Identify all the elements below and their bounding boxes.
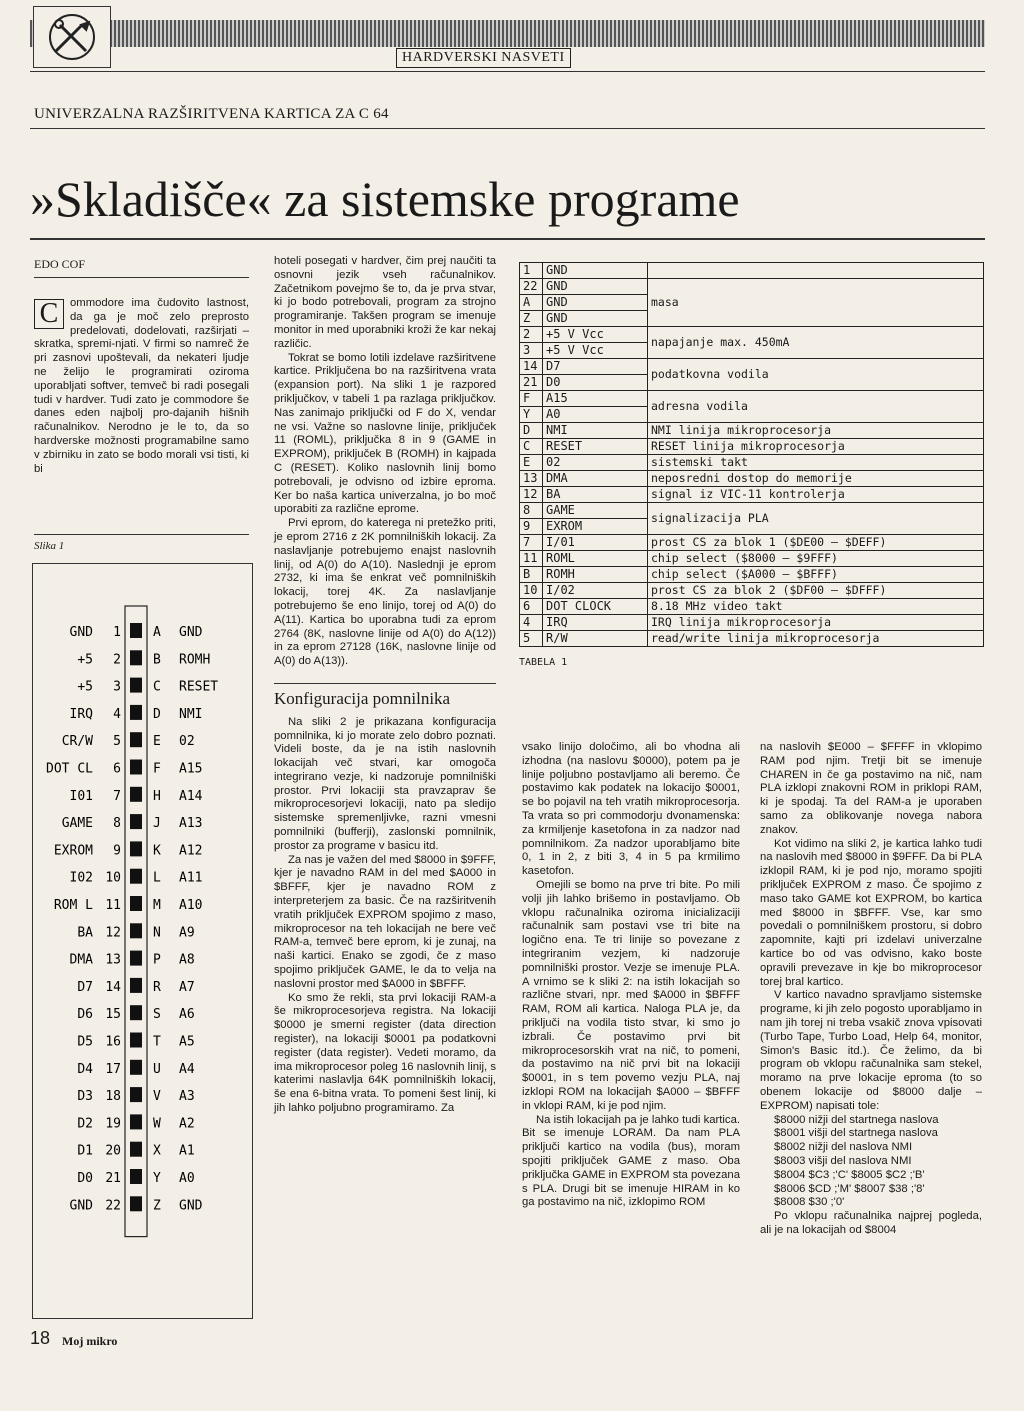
paragraph: Na istih lokacijah pa je lahko tudi kartica. Bit se imenuje LORAM. Da nam PLA priključi kartico na vodila (bus), moram spojiti priključek GAME z maso. Oba priključka GAME in EXPROM sta povezana s PLA. Drugi bit se imenuje HIRAM in ko ga postavimo na nič, izklopimo ROM xyxy=(522,1113,740,1209)
intro-text: C ommodore ima čudovito lastnost, da ga je moč zelo preprosto predelovati, dodelovati, razširjati – skratka, spremi-njati. V firmi so namreč že pri zasnovi upoštevali, da nekateri ljudje ne želijo le programirati oziroma uporabljati softver, temveč bi radi posegali tudi v hardver. Tudi zato je commodore še danes eden najbolj pro-dajanih hišnih računalnikov. Nerodno je le to, da so hardverske možnosti programabilne samo v zbirniku in zato se bodo morali vsi tisti, ki bi xyxy=(34,297,249,475)
code-line: $8002 nižji del naslova NMI xyxy=(774,1141,913,1154)
pin-label: DMA xyxy=(69,952,93,968)
connector-pad xyxy=(130,896,142,911)
pin-letter: T xyxy=(153,1034,161,1050)
table-cell-name: EXROM xyxy=(543,519,648,535)
column-2 xyxy=(274,255,496,1116)
pin-label: A7 xyxy=(179,979,195,995)
connector-pad xyxy=(130,732,142,747)
table-row xyxy=(520,567,984,583)
pin-label: A11 xyxy=(179,870,203,886)
magazine-name: Moj mikro xyxy=(62,1334,118,1348)
dropcap: C xyxy=(34,299,64,329)
connector-pad xyxy=(130,951,142,966)
connector-pad xyxy=(130,869,142,884)
pin-letter: L xyxy=(153,870,161,886)
table-cell-desc: NMI linija mikroprocesorja xyxy=(648,423,984,439)
table-row xyxy=(520,279,984,295)
pin-letter: X xyxy=(153,1143,161,1159)
paragraph: Po vklopu računalnika najprej pogleda, ali je na lokacijah od $8004 xyxy=(760,1210,982,1236)
table-cell-desc: signal iz VIC-11 kontrolerja xyxy=(648,487,984,503)
pin-label: D7 xyxy=(77,979,93,995)
pin-label: D4 xyxy=(77,1061,93,1077)
table-cell-name: 02 xyxy=(543,455,648,471)
table-cell-name: GND xyxy=(543,279,648,295)
table-cell-pin: 5 xyxy=(520,631,543,647)
pin-number: 7 xyxy=(113,788,121,804)
pin-label: D6 xyxy=(77,1007,93,1023)
pin-number: 1 xyxy=(113,625,121,640)
pin-label: I02 xyxy=(69,870,93,886)
pin-label: A9 xyxy=(179,925,195,941)
pin-table xyxy=(519,262,984,668)
divider xyxy=(274,683,496,684)
table-cell-desc: adresna vodila xyxy=(648,391,984,423)
table-row xyxy=(520,583,984,599)
connector-pad xyxy=(130,923,142,938)
pin-letter: U xyxy=(153,1061,161,1077)
connector-pad xyxy=(130,1087,142,1102)
divider xyxy=(30,71,985,72)
table-cell-pin: E xyxy=(520,455,543,471)
pin-label: 02 xyxy=(179,734,195,750)
pin-number: 3 xyxy=(113,679,121,695)
table-cell-pin: B xyxy=(520,567,543,583)
pin-number: 11 xyxy=(105,898,121,913)
table-cell-pin: C xyxy=(520,439,543,455)
code-line: $8008 $30 ;'0' xyxy=(774,1196,845,1209)
byline: EDO COF xyxy=(34,257,86,271)
pin-letter: K xyxy=(153,843,161,859)
connector-pad xyxy=(130,1114,142,1129)
table-cell-pin: 12 xyxy=(520,487,543,503)
pin-number: 18 xyxy=(105,1089,121,1105)
connector-pad xyxy=(130,1142,142,1157)
pin-letter: D xyxy=(153,706,161,722)
pin-letter: Z xyxy=(153,1198,161,1214)
table-cell-name: ROML xyxy=(543,551,648,567)
table-cell-name: I/02 xyxy=(543,583,648,599)
table-cell-desc: RESET linija mikroprocesorja xyxy=(648,439,984,455)
pin-label: I01 xyxy=(69,788,93,804)
connector-diagram xyxy=(33,564,252,1318)
pin-label: GAME xyxy=(61,816,93,832)
table-cell-desc: napajanje max. 450mA xyxy=(648,327,984,359)
table-cell-desc: chip select ($8000 – $9FFF) xyxy=(648,551,984,567)
pin-letter: Y xyxy=(153,1171,161,1186)
table-cell-desc: chip select ($A000 – $BFFF) xyxy=(648,567,984,583)
pin-label: GND xyxy=(69,1198,93,1214)
table-cell-name: R/W xyxy=(543,631,648,647)
table-cell-desc: 8.18 MHz video takt xyxy=(648,599,984,615)
pin-number: 20 xyxy=(105,1143,121,1159)
pin-number: 16 xyxy=(105,1034,121,1050)
table-row xyxy=(520,391,984,407)
paragraph: vsako linijo določimo, ali bo vhodna ali izhodna (na naslovu $0000), potem pa je linije poljubno postavljamo ali beremo. Če postavimo kak podatek na lokacijo $0001, se bo pojavil na teh vratih mikroprocesorja. Ta vrata so pri commodorju dvonamenska: za krmiljenje kasetofona in za nadzor nad pomnilnikom. Za nadzor uporabljamo bite 0, 1 in 2, z biti 3, 4 in 5 pa krmilimo kasetofon. xyxy=(522,741,740,878)
table-cell-desc: IRQ linija mikroprocesorja xyxy=(648,615,984,631)
pin-label: A5 xyxy=(179,1034,195,1050)
pin-letter: H xyxy=(153,788,161,804)
header-bar xyxy=(30,20,985,47)
pin-label: EXROM xyxy=(53,843,93,859)
table-cell-pin: 14 xyxy=(520,359,543,375)
table-row xyxy=(520,471,984,487)
connector-pad xyxy=(130,1169,142,1184)
table-row xyxy=(520,615,984,631)
table-cell-name: RESET xyxy=(543,439,648,455)
table-row xyxy=(520,551,984,567)
pin-label: NMI xyxy=(179,706,203,722)
table-cell-name: ROMH xyxy=(543,567,648,583)
pin-label: RESET xyxy=(179,679,219,695)
table-cell-pin: 3 xyxy=(520,343,543,359)
divider xyxy=(34,534,249,535)
table-cell-pin: 21 xyxy=(520,375,543,391)
pin-label: D2 xyxy=(77,1116,93,1132)
paragraph: Prvi eprom, do katerega ni pretežko priti, je eprom 2716 z 2K pomnilniških lokacij. Za naslavljanje potrebujemo enajst naslovnih linij, od A(0) do A(10). Naslednji je eprom 2732, ki ima še enkrat več pomnilniških lokacij, torej 4K. Za naslavljanje potrebujemo še eno linijo, torej od A(0) do A(11). Kartica bo uporabna tudi za eprom 2764 (8K, naslovne linije od A(0) do A(12)) in za eprom 27128 (16K, naslovne linije od A(0) do A(13)). xyxy=(274,517,496,668)
connector-pad xyxy=(130,814,142,829)
pin-letter: C xyxy=(153,679,161,695)
divider xyxy=(30,128,985,129)
pin-label: A6 xyxy=(179,1007,195,1023)
connector-pad xyxy=(130,1005,142,1020)
table-cell-name: DMA xyxy=(543,471,648,487)
connector-pad xyxy=(130,1060,142,1075)
pin-number: 17 xyxy=(105,1061,121,1077)
pin-letter: W xyxy=(153,1116,161,1132)
pin-label: BA xyxy=(77,925,93,941)
table-cell-pin: 1 xyxy=(520,263,543,279)
pin-label: A4 xyxy=(179,1061,195,1077)
table-row xyxy=(520,631,984,647)
table-cell-name: +5 V Vcc xyxy=(543,343,648,359)
pin-label: IRQ xyxy=(69,706,93,722)
table-row xyxy=(520,503,984,519)
code-line: $8000 nižji del startnega naslova xyxy=(774,1113,939,1126)
table-cell-name: IRQ xyxy=(543,615,648,631)
table-cell-desc: prost CS za blok 1 ($DE00 – $DEFF) xyxy=(648,535,984,551)
pin-label: A15 xyxy=(179,761,203,777)
pin-letter: P xyxy=(153,952,161,968)
pin-label: A8 xyxy=(179,952,195,968)
paragraph: Tokrat se bomo lotili izdelave razširitvene kartice. Priključena bo na razširitvena vrata (expansion port). Na sliki 1 je razpored priključkov, v tabeli 1 pa razlaga priključkov. Nas zanimajo priključki od F do X, vendar ne vsi. Važne so naslovne linije, priključek 11 (ROML), priključka 8 in 9 (GAME in EXPROM), priključek B (ROMH) in kajpada C (RESET). Koliko naslovnih linij bomo potrebovali, je odvisno od izbire eproma. Ker bo naša kartica univerzalna, jo bo moč uporabiti za različne eprome. xyxy=(274,351,496,516)
table-cell-name: NMI xyxy=(543,423,648,439)
column-3 xyxy=(522,741,740,1210)
table-cell-pin: 6 xyxy=(520,599,543,615)
table-cell-desc: read/write linija mikroprocesorja xyxy=(648,631,984,647)
pin-label: A2 xyxy=(179,1116,195,1132)
table-cell-name: D7 xyxy=(543,359,648,375)
table-cell-name: D0 xyxy=(543,375,648,391)
kicker: UNIVERZALNA RAZŠIRITVENA KARTICA ZA C 64 xyxy=(34,106,389,122)
page-title: »Skladišče« za sistemske programe xyxy=(30,171,740,227)
pin-label: CR/W xyxy=(61,734,93,750)
table-cell-pin: 4 xyxy=(520,615,543,631)
connector-figure xyxy=(32,563,253,1319)
pin-number: 15 xyxy=(105,1007,121,1023)
pin-letter: F xyxy=(153,761,161,777)
pin-letter: N xyxy=(153,925,161,941)
table-cell-name: GND xyxy=(543,295,648,311)
table-cell-pin: F xyxy=(520,391,543,407)
pin-label: A0 xyxy=(179,1171,195,1186)
table-row xyxy=(520,535,984,551)
pin-letter: V xyxy=(153,1089,161,1105)
divider xyxy=(30,238,985,240)
pin-number: 6 xyxy=(113,761,121,777)
table-cell-pin: 22 xyxy=(520,279,543,295)
connector-pad xyxy=(130,650,142,665)
code-listing xyxy=(760,1114,982,1211)
tools-icon xyxy=(42,11,102,63)
column-4 xyxy=(760,741,982,1238)
connector-pad xyxy=(130,1033,142,1048)
pin-label: D0 xyxy=(77,1171,93,1186)
pin-label: D5 xyxy=(77,1034,93,1050)
table-row xyxy=(520,359,984,375)
table-row xyxy=(520,423,984,439)
table-row xyxy=(520,599,984,615)
pin-label: GND xyxy=(179,625,203,640)
pin-label: A14 xyxy=(179,788,203,804)
pin-number: 22 xyxy=(105,1198,121,1214)
connector-pad xyxy=(130,705,142,720)
table-cell-name: A0 xyxy=(543,407,648,423)
logo xyxy=(33,6,111,68)
pin-label: ROMH xyxy=(179,652,211,668)
pin-number: 13 xyxy=(105,952,121,968)
paragraph: Kot vidimo na sliki 2, je kartica lahko tudi na naslovih med $8000 in $9FFF. Da bi PLA izklopil RAM, ki je pod njo, moramo spojiti priključek EXPROM z maso. Če spojimo z maso tako GAME kot EXPROM, bo kartica med $8000 in $BFFF. Vse, kar smo povedali o pomnilniškem prostoru, si dobro zapomnite, kajti pri izdelavi univerzalne kartice bo od vas odvisno, kako boste opravili prevezave in kje bo mikroprocesor torej bral kartico. xyxy=(760,837,982,988)
code-line: $8004 $C3 ;'C' $8005 $C2 ;'B' xyxy=(774,1168,925,1181)
paragraph: Ko smo že rekli, sta prvi lokaciji RAM-a še mikroprocesorjeva registra. Na lokaciji $0000 je smerni register (data direction register), na lokaciji $0001 pa podatkovni register (data register). Vedeti moramo, da ima mikroprocesor poleg 16 naslovnih linij, s katerimi naslavlja 64K pomnilniških lokacij, še ena 6-bitna vrata. To pomeni šest linij, ki jih lahko poljubno programiramo. Za xyxy=(274,991,496,1115)
table-cell-name: +5 V Vcc xyxy=(543,327,648,343)
paragraph: Omejili se bomo na prve tri bite. Po mili volji jih lahko brišemo in postavljamo. Ob vklopu računalnika oziroma inicializaciji računalnik sam postavi vse tri bite na logično ena. Te tri linije so povezane z integriranim vezjem, ki nadzoruje pomnilniški prostor. Vezje se imenuje PLA. A vrnimo se k sliki 2: na istih lokacijah so različne stvari, npr. med $A000 in $BFFF RAM, ROM ali kartica. Naloga PLA je, da priključi na vodila tisto stvar, ki smo jo izbrali. Če postavimo prvi bit mikroprocesorskih vrat na nič, to pomeni, da postavimo na nič prvi bit na lokaciji $0001, in s tem povemo vezju PLA, naj izklopi ROM na lokacijah $A000 – $BFFF in vklopi RAM, ki je pod njim. xyxy=(522,878,740,1112)
table-cell-pin: A xyxy=(520,295,543,311)
figure-caption: Slika 1 xyxy=(34,540,65,552)
table-cell-pin: Z xyxy=(520,311,543,327)
table-cell-desc xyxy=(648,263,984,279)
pin-number: 4 xyxy=(113,706,121,722)
connector-pad xyxy=(130,760,142,775)
table-cell-pin: 11 xyxy=(520,551,543,567)
pin-letter: J xyxy=(153,816,161,832)
connector-pad xyxy=(130,978,142,993)
table-cell-desc: prost CS za blok 2 ($DF00 – $DFFF) xyxy=(648,583,984,599)
pin-number: 12 xyxy=(105,925,121,941)
pin-table-grid xyxy=(519,262,984,647)
table-cell-name: GND xyxy=(543,263,648,279)
table-cell-name: A15 xyxy=(543,391,648,407)
pin-number: 8 xyxy=(113,816,121,832)
section-label: HARDVERSKI NASVETI xyxy=(396,48,571,68)
connector-pad xyxy=(130,678,142,693)
table-row xyxy=(520,263,984,279)
pin-number: 14 xyxy=(105,979,121,995)
table-cell-name: I/01 xyxy=(543,535,648,551)
paragraph: Na sliki 2 je prikazana konfiguracija pomnilnika, ki jo morate zelo dobro poznati. Videli boste, da je na istih naslovnih lokacijah več stvari, kar omogoča integrirano vezje, ki nadzoruje pomnilniški prostor. Prvi lokaciji sta pravzaprav še mikroprocesorjevi lokaciji, nato pa sledijo sistemske spremenljivke, razni vmesni pomnilniki (bufferji), zaslonski pomnilnik, prostor za programe v basicu itd. xyxy=(274,715,496,852)
pin-label: GND xyxy=(179,1198,203,1214)
pin-label: D1 xyxy=(77,1143,93,1159)
pin-letter: B xyxy=(153,652,161,668)
paragraph: na naslovih $E000 – $FFFF in vklopimo RAM pod njim. Tretji bit se imenuje CHAREN in če ga postavimo na nič, nam PLA izklopi znakovni ROM in priklopi RAM, ki je spodaj. Ta del RAM-a je uporaben samo za oblikovanje novega nabora znakov. xyxy=(760,741,982,836)
pin-label: A3 xyxy=(179,1089,195,1105)
page-number: 18 xyxy=(30,1328,51,1348)
pin-label: A1 xyxy=(179,1143,195,1159)
table-cell-name: GND xyxy=(543,311,648,327)
table-cell-pin: 2 xyxy=(520,327,543,343)
table-caption: TABELA 1 xyxy=(519,657,568,668)
table-cell-name: DOT CLOCK xyxy=(543,599,648,615)
pin-letter: A xyxy=(153,625,161,640)
pin-number: 19 xyxy=(105,1116,121,1132)
table-row xyxy=(520,487,984,503)
table-cell-pin: Y xyxy=(520,407,543,423)
table-cell-desc: sistemski takt xyxy=(648,455,984,471)
code-line: $8001 višji del startnega naslova xyxy=(774,1127,938,1140)
table-cell-pin: 7 xyxy=(520,535,543,551)
table-cell-pin: 8 xyxy=(520,503,543,519)
pin-letter: M xyxy=(153,898,161,913)
pin-label: GND xyxy=(69,625,93,640)
code-line: $8003 višji del naslova NMI xyxy=(774,1154,912,1167)
pin-number: 9 xyxy=(113,843,121,859)
table-cell-desc: podatkovna vodila xyxy=(648,359,984,391)
table-cell-pin: 10 xyxy=(520,583,543,599)
pin-label: +5 xyxy=(77,679,93,695)
paragraph: V kartico navadno spravljamo sistemske programe, ki jih zelo pogosto uporabljamo in nam jih torej ni treba vsakič znova vpisovati (Turbo Tape, Turbo Load, Help 64, monitor, Simon's Basic itd.). Če želimo, da bi program ob vklopu računalnika sam stekel, moramo na prve lokacije eproma (to so obenem lokacije od $8000 dalje – EXPROM) napisati tole: xyxy=(760,989,982,1112)
pin-letter: R xyxy=(153,979,161,995)
pin-label: D3 xyxy=(77,1089,93,1105)
divider xyxy=(34,277,249,278)
pin-letter: E xyxy=(153,734,161,750)
table-cell-pin: 9 xyxy=(520,519,543,535)
table-cell-name: GAME xyxy=(543,503,648,519)
connector-pad xyxy=(130,623,142,638)
connector-pad xyxy=(130,841,142,856)
connector-pad xyxy=(130,787,142,802)
pin-number: 10 xyxy=(105,870,121,886)
connector-pad xyxy=(130,1196,142,1211)
pin-number: 21 xyxy=(105,1171,121,1186)
section-heading: Konfiguracija pomnilnika xyxy=(274,688,451,708)
pin-label: A13 xyxy=(179,816,203,832)
pin-label: DOT CL xyxy=(46,761,93,777)
table-cell-desc: neposredni dostop do memorije xyxy=(648,471,984,487)
paragraph: Za nas je važen del med $8000 in $9FFF, kjer je navadno RAM in del med $A000 in $BFFF, kjer je navadno ROM z interpreterjem za basic. Če na razširitvenih vratih priključek EXPROM spojimo z maso, mikroprocesor na teh lokacijah ne bere več RAM-a, temveč bere eprom, ki je zunaj, na naši kartici. Enako se zgodi, če z maso spojimo priključek GAME, le da to velja na naslovni prostor med $A000 in $BFFF. xyxy=(274,853,496,990)
paragraph: hoteli posegati v hardver, čim prej naučiti ta osnovni jezik vseh računalnikov. Začetnikom povejmo še to, da je prva stvar, ki jo bodo potrebovali, program za strojno programiranje. Takšen program se imenuje monitor in med uporabniki kroži že kar nekaj različic. xyxy=(274,255,496,350)
pin-label: +5 xyxy=(77,652,93,668)
table-cell-name: BA xyxy=(543,487,648,503)
table-row xyxy=(520,455,984,471)
table-row xyxy=(520,327,984,343)
pin-label: A12 xyxy=(179,843,203,859)
pin-number: 5 xyxy=(113,734,121,750)
pin-label: A10 xyxy=(179,898,203,913)
table-cell-desc: signalizacija PLA xyxy=(648,503,984,535)
table-cell-pin: D xyxy=(520,423,543,439)
pin-number: 2 xyxy=(113,652,121,668)
table-row xyxy=(520,439,984,455)
pin-label: ROM L xyxy=(53,898,93,913)
code-line: $8006 $CD ;'M' $8007 $38 ;'8' xyxy=(774,1182,925,1195)
table-cell-pin: 13 xyxy=(520,471,543,487)
pin-letter: S xyxy=(153,1007,161,1023)
table-cell-desc: masa xyxy=(648,279,984,327)
